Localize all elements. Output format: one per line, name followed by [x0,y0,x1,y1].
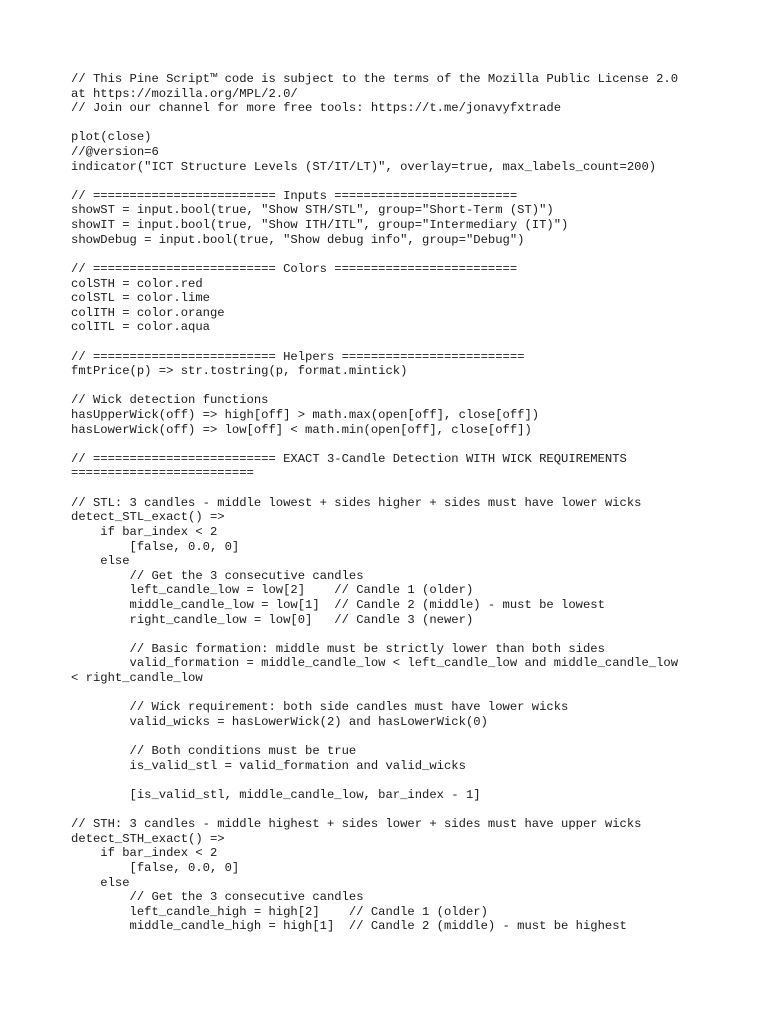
code-line: detect_STL_exact() => [71,510,225,525]
code-line: [false, 0.0, 0] [71,860,240,875]
code-line: // STL: 3 candles - middle lowest + sides higher + sides must have lower wicks [71,495,642,510]
code-line [71,729,711,744]
code-line: if bar_index < 2 [71,846,218,861]
code-line: // Join our channel for more free tools: https://t.me/jonavyfxtrade [71,101,562,116]
code-line: is_valid_stl = valid_formation and valid_wicks [71,758,466,773]
code-line [71,773,711,788]
code-line: showIT = input.bool(true, "Show ITH/ITL", group="Intermediary (IT)") [71,218,569,233]
code-line: else [71,554,130,569]
code-line: // Wick detection functions [71,393,269,408]
code-line: // ========================= EXACT 3-Candle Detection WITH WICK REQUIREMENTS [71,451,627,466]
code-line: // Basic formation: middle must be strictly lower than both sides [71,641,605,656]
code-line [71,247,711,262]
code-line [71,627,711,642]
code-line: showST = input.bool(true, "Show STH/STL", group="Short-Term (ST)") [71,203,554,218]
code-line [71,802,711,817]
code-line: hasUpperWick(off) => high[off] > math.max(open[off], close[off]) [71,408,540,423]
code-line: ========================= [71,466,254,481]
code-line: colITH = color.orange [71,305,225,320]
code-line: valid_formation = middle_candle_low < left_candle_low and middle_candle_low [71,656,679,671]
code-line: // STH: 3 candles - middle highest + sides lower + sides must have upper wicks [71,817,642,832]
code-line: valid_wicks = hasLowerWick(2) and hasLowerWick(0) [71,714,488,729]
code-line: indicator("ICT Structure Levels (ST/IT/LT)", overlay=true, max_labels_count=200) [71,159,657,174]
code-line: // ========================= Colors ========================= [71,261,518,276]
code-line: // Both conditions must be true [71,744,357,759]
code-line: at https://mozilla.org/MPL/2.0/ [71,86,298,101]
code-line: colSTL = color.lime [71,291,210,306]
code-line [71,379,711,394]
code-block [71,72,711,934]
code-line: middle_candle_high = high[1] // Candle 2 (middle) - must be highest [71,919,627,934]
code-line [71,437,711,452]
code-line: // Get the 3 consecutive candles [71,890,364,905]
code-line: left_candle_low = low[2] // Candle 1 (older) [71,583,474,598]
code-line: colITL = color.aqua [71,320,210,335]
code-line: // Get the 3 consecutive candles [71,568,364,583]
code-line: if bar_index < 2 [71,524,218,539]
code-line: detect_STH_exact() => [71,831,225,846]
code-line: // Wick requirement: both side candles must have lower wicks [71,700,569,715]
code-line [71,481,711,496]
code-line: showDebug = input.bool(true, "Show debug info", group="Debug") [71,232,525,247]
code-line: fmtPrice(p) => str.tostring(p, format.mintick) [71,364,408,379]
code-line [71,335,711,350]
code-line: // ========================= Inputs ========================= [71,188,518,203]
code-line: [is_valid_stl, middle_candle_low, bar_index - 1] [71,787,481,802]
code-line: middle_candle_low = low[1] // Candle 2 (middle) - must be lowest [71,597,605,612]
code-line [71,174,711,189]
code-line: < right_candle_low [71,670,203,685]
code-line: [false, 0.0, 0] [71,539,240,554]
code-line: else [71,875,130,890]
code-line: // ========================= Helpers ========================= [71,349,525,364]
code-line: plot(close) [71,130,152,145]
code-line: //@version=6 [71,145,159,160]
code-line: right_candle_low = low[0] // Candle 3 (newer) [71,612,474,627]
code-line [71,116,711,131]
code-line: // This Pine Script™ code is subject to the terms of the Mozilla Public License 2.0 [71,72,679,86]
code-line: left_candle_high = high[2] // Candle 1 (older) [71,904,488,919]
code-line: hasLowerWick(off) => low[off] < math.min(open[off], close[off]) [71,422,532,437]
code-line: colSTH = color.red [71,276,203,291]
code-line [71,686,711,701]
